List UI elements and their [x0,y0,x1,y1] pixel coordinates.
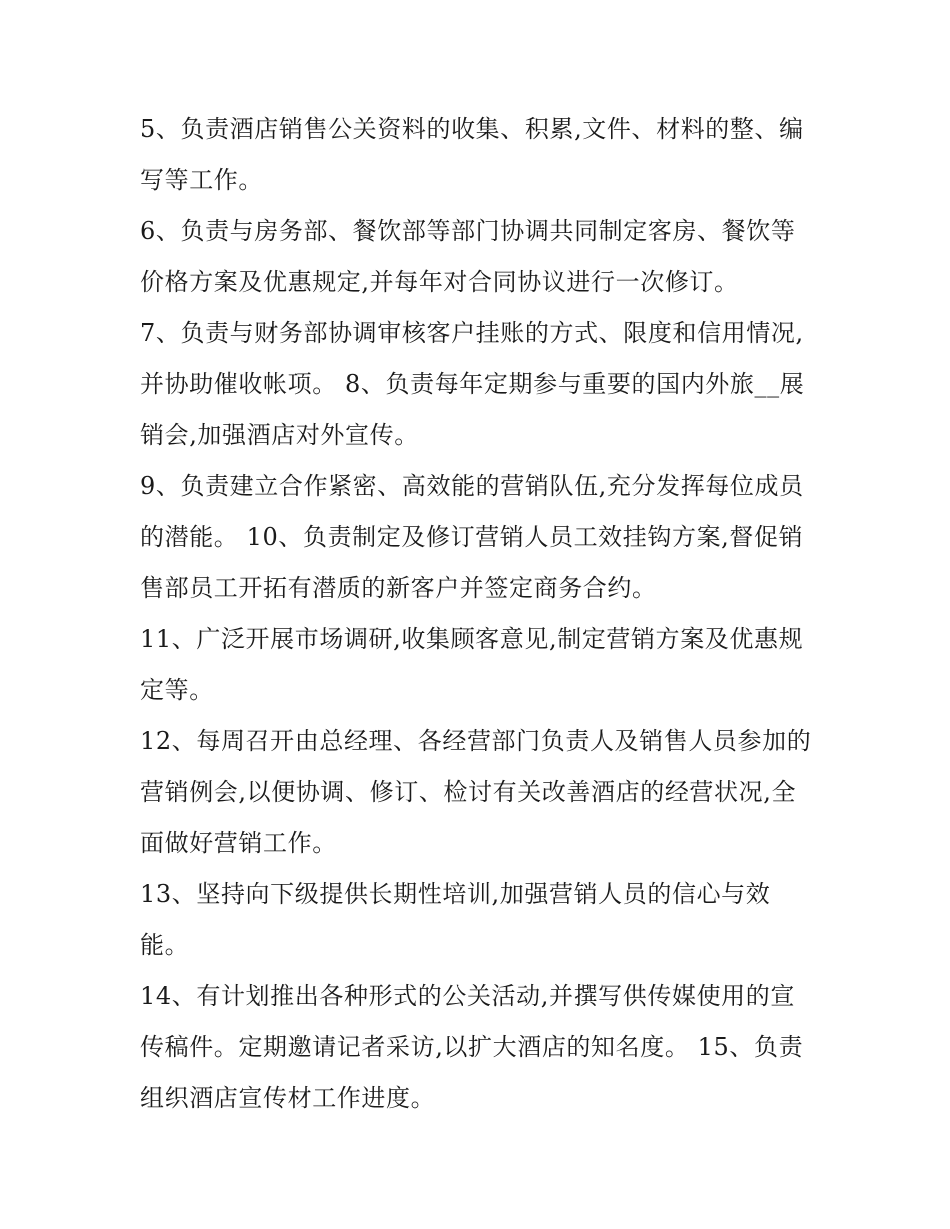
document-body [140,104,812,1124]
paragraph-item-6: 6、负责与房务部、餐饮部等部门协调共同制定客房、餐饮等价格方案及优惠规定,并每年对合同协议进行一次修订。 [140,217,796,296]
paragraph-items-7-8: 7、负责与财务部协调审核客户挂账的方式、限度和信用情况,并协助催收帐项。 8、负责每年定期参与重要的国内外旅__展销会,加强酒店对外宣传。 [140,319,805,449]
paragraph-item-12: 12、每周召开由总经理、各经营部门负责人及销售人员参加的营销例会,以便协调、修订、检讨有关改善酒店的经营状况,全面做好营销工作。 [140,727,812,857]
paragraph-items-9-10: 9、负责建立合作紧密、高效能的营销队伍,充分发挥每位成员的潜能。 10、负责制定及修订营销人员工效挂钩方案,督促销售部员工开拓有潜质的新客户并签定商务合约。 [140,472,804,602]
paragraph-item-13: 13、坚持向下级提供长期性培训,加强营销人员的信心与效能。 [140,880,771,959]
paragraph-item-11: 11、广泛开展市场调研,收集顾客意见,制定营销方案及优惠规定等。 [140,625,804,704]
paragraph-items-14-15: 14、有计划推出各种形式的公关活动,并撰写供传媒使用的宣传稿件。定期邀请记者采访,以扩大酒店的知名度。 15、负责组织酒店宣传材工作进度。 [140,982,804,1112]
paragraph-item-5: 5、负责酒店销售公关资料的收集、积累,文件、材料的整、编写等工作。 [140,115,804,194]
